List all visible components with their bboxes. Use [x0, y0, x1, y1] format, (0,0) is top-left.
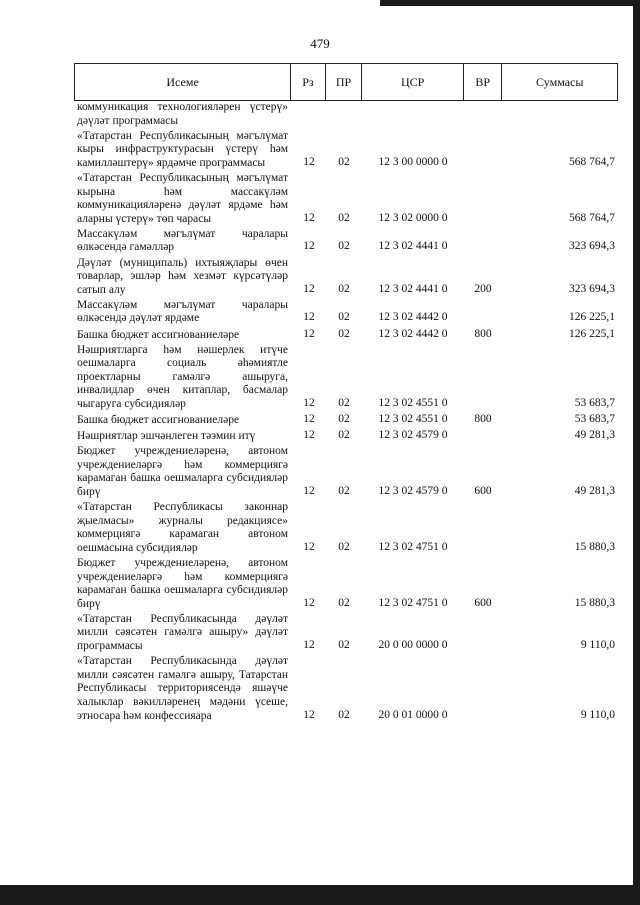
- budget-table: [74, 63, 618, 723]
- row-rz: 12: [303, 485, 315, 498]
- table-row: [74, 130, 618, 171]
- table-row: [74, 299, 618, 326]
- row-name: «Татарстан Республикасы законнар җыелмасы» журналы редакциясе» коммерциягә карамаган автоном оешмасына субсидияләр: [77, 501, 288, 554]
- row-csr: 12 3 02 4751 0: [378, 596, 448, 609]
- row-rz: 12: [303, 396, 315, 409]
- table-row: [74, 328, 618, 343]
- row-sum: 568 764,7: [569, 211, 615, 224]
- row-name: Бюджет учреждениеләренә, автоном учреждениеләргә һәм коммерциягә карамаган башка оешмаларга субсидияләр бирү: [77, 557, 288, 610]
- row-sum: 15 880,3: [574, 596, 615, 609]
- row-name: Дәүләт (муниципаль) ихтыяҗлары өчен товарлар, эшләр һәм хезмәт күрсәтүләр сатып алу: [77, 256, 288, 296]
- row-name: Массакүләм мәгълүмат чаралары өлкәсендә гамәлләр: [77, 227, 288, 254]
- row-rz: 12: [303, 211, 315, 224]
- header-csr: ЦСР: [362, 64, 464, 100]
- table-row: [74, 501, 618, 555]
- row-sum: 15 880,3: [574, 540, 615, 553]
- row-vr: 800: [474, 327, 492, 340]
- row-name: Нәшриятлар эшчәнлеген тәэмин итү: [77, 430, 256, 443]
- table-row: [74, 257, 618, 298]
- row-rz: 12: [303, 240, 315, 253]
- row-pr: 02: [338, 540, 350, 553]
- table-row: [74, 429, 618, 444]
- table-row: [74, 228, 618, 255]
- row-csr: 12 3 02 4442 0: [378, 311, 448, 324]
- row-pr: 02: [338, 396, 350, 409]
- row-vr: 600: [474, 485, 492, 498]
- row-rz: 12: [303, 540, 315, 553]
- row-rz: 12: [303, 311, 315, 324]
- table-row: [74, 445, 618, 499]
- row-rz: 12: [303, 708, 315, 721]
- row-name: Бюджет учреждениеләренә, автоном учреждениеләргә һәм коммерциягә карамаган башка оешмаларга субсидияләр бирү: [77, 445, 288, 499]
- row-csr: 12 3 02 4551 0: [378, 396, 448, 409]
- row-sum: 126 225,1: [569, 327, 615, 340]
- row-csr: 12 3 02 4441 0: [378, 240, 448, 253]
- scan-edge-top: [380, 0, 640, 6]
- row-rz: 12: [303, 639, 315, 652]
- row-pr: 02: [338, 485, 350, 498]
- row-sum: 49 281,3: [574, 485, 615, 498]
- table-row: [74, 101, 618, 128]
- row-pr: 02: [338, 429, 350, 442]
- header-vr: ВР: [464, 64, 503, 100]
- scan-edge-bottom: [0, 885, 640, 905]
- header-pr: ПР: [326, 64, 363, 100]
- row-csr: 12 3 02 4579 0: [378, 429, 448, 442]
- table-row: [74, 557, 618, 611]
- row-rz: 12: [303, 596, 315, 609]
- row-sum: 53 683,7: [574, 396, 615, 409]
- row-vr: 600: [474, 596, 492, 609]
- row-vr: 800: [474, 413, 492, 426]
- row-csr: 12 3 02 4579 0: [378, 485, 448, 498]
- row-name: Башка бюджет ассигнованиеләре: [77, 414, 240, 427]
- row-sum: 9 110,0: [580, 639, 615, 652]
- row-pr: 02: [338, 155, 350, 168]
- row-csr: 20 0 00 0000 0: [378, 639, 448, 652]
- row-sum: 53 683,7: [574, 413, 615, 426]
- row-pr: 02: [338, 240, 350, 253]
- row-pr: 02: [338, 311, 350, 324]
- row-rz: 12: [303, 429, 315, 442]
- row-pr: 02: [338, 282, 350, 295]
- row-pr: 02: [338, 639, 350, 652]
- row-name: коммуникация технологияләрен үстерү» дәүләт программасы: [77, 101, 288, 127]
- row-pr: 02: [338, 413, 350, 426]
- table-header: [74, 63, 618, 101]
- row-sum: 126 225,1: [569, 311, 615, 324]
- row-name: «Татарстан Республикасының мәгълүмат кырына һәм массакүләм коммуникацияләренә дәүләт ярдәме һәм аларны үстерү» төп чарасы: [77, 171, 288, 225]
- header-rz: Рз: [291, 64, 326, 100]
- row-pr: 02: [338, 596, 350, 609]
- row-name: Нәшриятларга һәм нәшерлек итүче оешмаларга социаль әһәмиятле проектларны гамәлгә ашыруга, инвалидлар өчен китаплар, басмалар чыгаруга субсидияләр: [77, 343, 288, 410]
- row-name: «Татарстан Республикасында дәүләт милли сәясәтен гамәлгә ашыру» дәүләт программасы: [77, 612, 288, 653]
- table-row: [74, 172, 618, 226]
- row-rz: 12: [303, 155, 315, 168]
- row-rz: 12: [303, 413, 315, 426]
- row-csr: 12 3 02 4551 0: [378, 413, 448, 426]
- row-sum: 49 281,3: [574, 429, 615, 442]
- row-csr: 12 3 02 4441 0: [378, 282, 448, 295]
- row-vr: 200: [474, 282, 492, 295]
- row-sum: 323 694,3: [569, 240, 615, 253]
- row-csr: 12 3 00 0000 0: [378, 155, 448, 168]
- table-row: [74, 344, 618, 412]
- row-pr: 02: [338, 327, 350, 340]
- table-row: [74, 655, 618, 723]
- row-sum: 323 694,3: [569, 282, 615, 295]
- row-rz: 12: [303, 327, 315, 340]
- header-sum: Суммасы: [502, 64, 618, 100]
- row-csr: 12 3 02 4442 0: [378, 327, 448, 340]
- row-pr: 02: [338, 211, 350, 224]
- scan-edge-right: [633, 0, 640, 905]
- table-row: [74, 613, 618, 654]
- row-csr: 12 3 02 0000 0: [378, 211, 448, 224]
- row-csr: 12 3 02 4751 0: [378, 540, 448, 553]
- row-name: «Татарстан Республикасының мәгълүмат кыры инфраструктурасын үстерү һәм камилләштерү» ярдәмче программасы: [77, 129, 288, 169]
- row-sum: 9 110,0: [580, 708, 615, 721]
- row-sum: 568 764,7: [569, 155, 615, 168]
- page-number: 479: [310, 36, 330, 51]
- row-name: «Татарстан Республикасында дәүләт милли сәясәтен гамәлгә ашыру, Татарстан Республикасы территориясендә яшәүче халыклар вәкилләренең мәдәни үсеше, этносара һәм конфессияара: [77, 655, 288, 722]
- row-name: Башка бюджет ассигнованиеләре: [77, 328, 240, 341]
- header-name: Исеме: [75, 64, 291, 100]
- table-row: [74, 413, 618, 428]
- row-csr: 20 0 01 0000 0: [378, 708, 448, 721]
- row-pr: 02: [338, 708, 350, 721]
- row-name: Массакүләм мәгълүмат чаралары өлкәсендә дәүләт ярдәме: [77, 298, 288, 325]
- row-rz: 12: [303, 282, 315, 295]
